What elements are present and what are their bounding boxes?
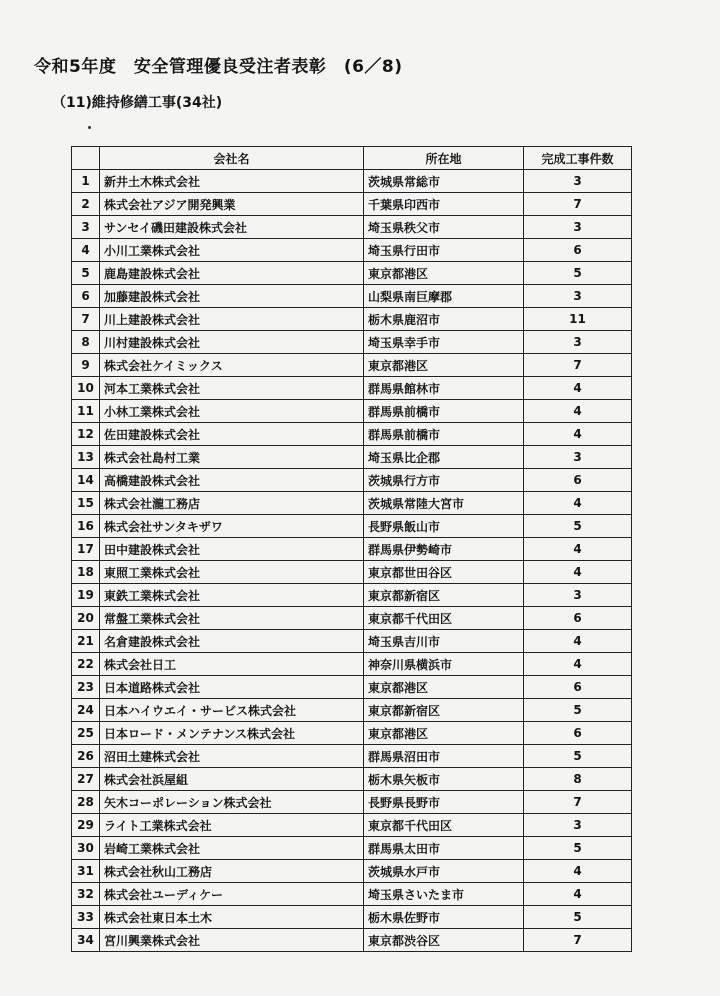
company-location: 東京都渋谷区: [364, 929, 524, 952]
table-row: [72, 331, 632, 354]
table-header-row: [72, 147, 632, 170]
table-row: [72, 446, 632, 469]
page-title: 令和5年度 安全管理優良受注者表彰 (6／8): [34, 57, 403, 77]
completed-count: 6: [524, 676, 632, 699]
completed-count: 3: [524, 216, 632, 239]
completed-count: 6: [524, 469, 632, 492]
company-location: 東京都新宿区: [364, 584, 524, 607]
table-row: [72, 377, 632, 400]
company-name: 川村建設株式会社: [100, 331, 364, 354]
table-row: [72, 906, 632, 929]
company-name: 株式会社浜屋組: [100, 768, 364, 791]
row-number: 30: [72, 837, 100, 860]
company-location: 埼玉県比企郡: [364, 446, 524, 469]
row-number: 6: [72, 285, 100, 308]
row-number: 29: [72, 814, 100, 837]
company-name: 加藤建設株式会社: [100, 285, 364, 308]
company-location: 埼玉県行田市: [364, 239, 524, 262]
completed-count: 3: [524, 170, 632, 193]
header-count: 完成工事件数: [524, 147, 632, 170]
company-location: 神奈川県横浜市: [364, 653, 524, 676]
table-row: [72, 469, 632, 492]
table-row: [72, 515, 632, 538]
company-name: 宮川興業株式会社: [100, 929, 364, 952]
company-name: 株式会社瀧工務店: [100, 492, 364, 515]
company-location: 群馬県沼田市: [364, 745, 524, 768]
company-location: 東京都千代田区: [364, 814, 524, 837]
row-number: 24: [72, 699, 100, 722]
company-name: 常盤工業株式会社: [100, 607, 364, 630]
company-name: 東鉄工業株式会社: [100, 584, 364, 607]
row-number: 8: [72, 331, 100, 354]
company-location: 東京都港区: [364, 676, 524, 699]
company-name: 小林工業株式会社: [100, 400, 364, 423]
company-location: 東京都港区: [364, 722, 524, 745]
company-location: 埼玉県秩父市: [364, 216, 524, 239]
completed-count: 5: [524, 837, 632, 860]
table-row: [72, 722, 632, 745]
completed-count: 3: [524, 814, 632, 837]
company-location: 長野県飯山市: [364, 515, 524, 538]
row-number: 9: [72, 354, 100, 377]
completed-count: 5: [524, 906, 632, 929]
completed-count: 4: [524, 561, 632, 584]
company-location: 埼玉県吉川市: [364, 630, 524, 653]
completed-count: 4: [524, 492, 632, 515]
row-number: 23: [72, 676, 100, 699]
row-number: 31: [72, 860, 100, 883]
company-location: 群馬県伊勢崎市: [364, 538, 524, 561]
row-number: 26: [72, 745, 100, 768]
table-row: [72, 423, 632, 446]
completed-count: 4: [524, 883, 632, 906]
company-location: 埼玉県さいたま市: [364, 883, 524, 906]
company-name: 岩崎工業株式会社: [100, 837, 364, 860]
header-company: 会社名: [100, 147, 364, 170]
company-name: 佐田建設株式会社: [100, 423, 364, 446]
completed-count: 7: [524, 929, 632, 952]
completed-count: 4: [524, 860, 632, 883]
row-number: 12: [72, 423, 100, 446]
table-row: [72, 584, 632, 607]
company-location: 東京都千代田区: [364, 607, 524, 630]
company-location: 山梨県南巨摩郡: [364, 285, 524, 308]
table-row: [72, 216, 632, 239]
table-row: [72, 170, 632, 193]
completed-count: 3: [524, 446, 632, 469]
company-location: 埼玉県幸手市: [364, 331, 524, 354]
table-row: [72, 492, 632, 515]
row-number: 11: [72, 400, 100, 423]
row-number: 27: [72, 768, 100, 791]
company-location: 栃木県鹿沼市: [364, 308, 524, 331]
row-number: 25: [72, 722, 100, 745]
section-title: （11)維持修繕工事(34社): [52, 95, 223, 111]
table-row: [72, 630, 632, 653]
company-name: サンセイ磯田建設株式会社: [100, 216, 364, 239]
completed-count: 7: [524, 791, 632, 814]
row-number: 19: [72, 584, 100, 607]
completed-count: 11: [524, 308, 632, 331]
row-number: 17: [72, 538, 100, 561]
completed-count: 5: [524, 699, 632, 722]
company-location: 千葉県印西市: [364, 193, 524, 216]
completed-count: 4: [524, 538, 632, 561]
completed-count: 6: [524, 722, 632, 745]
company-name: 小川工業株式会社: [100, 239, 364, 262]
company-name: 日本道路株式会社: [100, 676, 364, 699]
company-name: 矢木コーポレーション株式会社: [100, 791, 364, 814]
completed-count: 5: [524, 515, 632, 538]
company-location: 茨城県水戸市: [364, 860, 524, 883]
row-number: 14: [72, 469, 100, 492]
table-row: [72, 538, 632, 561]
company-name: ライト工業株式会社: [100, 814, 364, 837]
row-number: 34: [72, 929, 100, 952]
company-location: 群馬県太田市: [364, 837, 524, 860]
table-row: [72, 768, 632, 791]
completed-count: 4: [524, 423, 632, 446]
row-number: 2: [72, 193, 100, 216]
company-name: 株式会社ユーディケー: [100, 883, 364, 906]
completed-count: 7: [524, 193, 632, 216]
table-row: [72, 193, 632, 216]
company-name: 川上建設株式会社: [100, 308, 364, 331]
row-number: 1: [72, 170, 100, 193]
company-location: 長野県長野市: [364, 791, 524, 814]
company-name: 株式会社秋山工務店: [100, 860, 364, 883]
company-name: 名倉建設株式会社: [100, 630, 364, 653]
company-name: 株式会社東日本土木: [100, 906, 364, 929]
header-location: 所在地: [364, 147, 524, 170]
completed-count: 6: [524, 239, 632, 262]
company-location: 東京都世田谷区: [364, 561, 524, 584]
table-row: [72, 791, 632, 814]
table-row: [72, 607, 632, 630]
row-number: 28: [72, 791, 100, 814]
row-number: 10: [72, 377, 100, 400]
stray-mark: [88, 126, 91, 129]
company-location: 群馬県前橋市: [364, 400, 524, 423]
row-number: 5: [72, 262, 100, 285]
table-row: [72, 653, 632, 676]
completed-count: 6: [524, 607, 632, 630]
completed-count: 5: [524, 745, 632, 768]
completed-count: 4: [524, 630, 632, 653]
award-table: [71, 146, 632, 952]
company-name: 株式会社島村工業: [100, 446, 364, 469]
completed-count: 3: [524, 285, 632, 308]
company-name: 日本ロード・メンテナンス株式会社: [100, 722, 364, 745]
table-row: [72, 262, 632, 285]
table-row: [72, 400, 632, 423]
company-name: 株式会社サンタキザワ: [100, 515, 364, 538]
table-row: [72, 239, 632, 262]
row-number: 22: [72, 653, 100, 676]
completed-count: 4: [524, 377, 632, 400]
row-number: 13: [72, 446, 100, 469]
table-row: [72, 561, 632, 584]
completed-count: 3: [524, 331, 632, 354]
table-row: [72, 354, 632, 377]
company-name: 日本ハイウエイ・サービス株式会社: [100, 699, 364, 722]
company-location: 群馬県館林市: [364, 377, 524, 400]
company-name: 沼田土建株式会社: [100, 745, 364, 768]
header-no: [72, 147, 100, 170]
row-number: 3: [72, 216, 100, 239]
company-name: 河本工業株式会社: [100, 377, 364, 400]
company-location: 栃木県佐野市: [364, 906, 524, 929]
company-location: 東京都港区: [364, 354, 524, 377]
row-number: 7: [72, 308, 100, 331]
completed-count: 4: [524, 653, 632, 676]
completed-count: 5: [524, 262, 632, 285]
completed-count: 3: [524, 584, 632, 607]
completed-count: 4: [524, 400, 632, 423]
table-row: [72, 814, 632, 837]
company-name: 東照工業株式会社: [100, 561, 364, 584]
row-number: 20: [72, 607, 100, 630]
table-body: [72, 170, 632, 952]
table-row: [72, 676, 632, 699]
company-name: 鹿島建設株式会社: [100, 262, 364, 285]
table-row: [72, 285, 632, 308]
company-location: 東京都港区: [364, 262, 524, 285]
table-row: [72, 883, 632, 906]
row-number: 32: [72, 883, 100, 906]
company-location: 群馬県前橋市: [364, 423, 524, 446]
company-location: 茨城県常陸大宮市: [364, 492, 524, 515]
company-name: 株式会社日工: [100, 653, 364, 676]
company-name: 高橋建設株式会社: [100, 469, 364, 492]
table-row: [72, 745, 632, 768]
table-row: [72, 837, 632, 860]
row-number: 18: [72, 561, 100, 584]
row-number: 21: [72, 630, 100, 653]
completed-count: 7: [524, 354, 632, 377]
row-number: 4: [72, 239, 100, 262]
company-location: 東京都新宿区: [364, 699, 524, 722]
company-name: 株式会社アジア開発興業: [100, 193, 364, 216]
row-number: 16: [72, 515, 100, 538]
table-row: [72, 860, 632, 883]
company-name: 新井土木株式会社: [100, 170, 364, 193]
table-row: [72, 699, 632, 722]
row-number: 33: [72, 906, 100, 929]
completed-count: 8: [524, 768, 632, 791]
company-name: 株式会社ケイミックス: [100, 354, 364, 377]
table-row: [72, 308, 632, 331]
company-location: 茨城県行方市: [364, 469, 524, 492]
table-row: [72, 929, 632, 952]
company-location: 茨城県常総市: [364, 170, 524, 193]
company-name: 田中建設株式会社: [100, 538, 364, 561]
company-location: 栃木県矢板市: [364, 768, 524, 791]
row-number: 15: [72, 492, 100, 515]
